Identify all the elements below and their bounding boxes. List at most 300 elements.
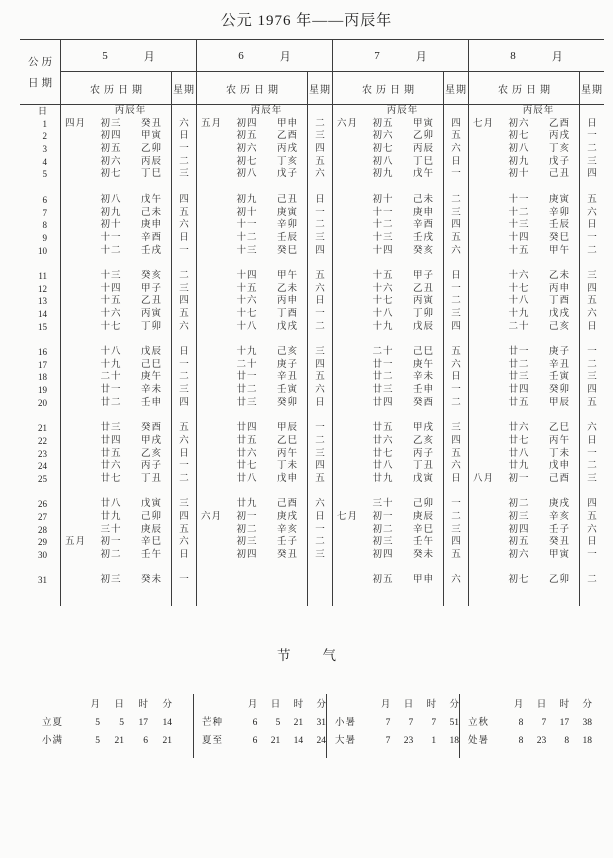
ganzhi-cell: 壬辰	[548, 220, 570, 231]
weekday-cell	[307, 105, 332, 118]
lunar-day-cell: 十四	[372, 245, 394, 256]
lunar-day-cell: 廿一	[236, 372, 258, 383]
lunar-month-label	[332, 219, 362, 232]
lunar-month-label	[332, 460, 362, 473]
weekday-cell: 五	[579, 397, 604, 410]
jieqi-value: 23	[403, 736, 414, 747]
lunar-day-cell: 初一	[100, 537, 122, 548]
jieqi-value: 18	[582, 736, 592, 747]
gap-cell	[498, 486, 540, 499]
lunar-month-label	[332, 346, 362, 359]
gregorian-day: 13	[38, 296, 47, 307]
ganzhi-cell: 戊子	[548, 156, 570, 167]
ganzhi-cell: 戊戌	[276, 321, 298, 332]
ganzhi-cell: 壬申	[412, 385, 434, 396]
ganzhi-cell: 乙卯	[548, 575, 570, 586]
jieqi-col-header: 分	[316, 700, 326, 711]
ganzhi-cell: 丙午	[548, 435, 570, 446]
ganzhi-cell: 辛酉	[412, 220, 434, 231]
ganzhi-cell: 癸未	[140, 575, 162, 586]
ganzhi-cell: 辛亥	[276, 524, 298, 535]
ganzhi-cell: 壬子	[276, 537, 298, 548]
lunar-month-label	[196, 105, 226, 118]
lunar-day-cell: 十二	[372, 220, 394, 231]
jieqi-term-row	[335, 714, 459, 732]
lunar-month-label	[60, 435, 90, 448]
gap-cell	[579, 410, 604, 423]
weekday-cell: 二	[579, 574, 604, 587]
weekday-cell: 三	[171, 168, 196, 181]
lunar-day-cell: 初五	[372, 118, 394, 129]
weekday-cell: 二	[307, 219, 332, 232]
lunar-month-label	[60, 283, 90, 296]
lunar-day-cell: 初三	[372, 537, 394, 548]
lunar-day-cell: 初三	[100, 118, 122, 129]
lunar-month-label	[332, 321, 362, 334]
ganzhi-cell: 戊申	[276, 473, 298, 484]
lunar-day-cell: 十五	[100, 296, 122, 307]
ganzhi-cell: 辛卯	[548, 207, 570, 218]
lunar-month-label	[332, 156, 362, 169]
ganzhi-cell: 壬寅	[276, 385, 298, 396]
ganzhi-cell: 甲子	[140, 283, 162, 294]
jieqi-term-row	[468, 732, 592, 750]
gap-cell	[362, 562, 404, 575]
jieqi-value: 7	[431, 718, 437, 729]
ganzhi-cell: 戊申	[548, 461, 570, 472]
ganzhi-cell: 乙未	[548, 270, 570, 281]
lunar-day-cell: 初八	[372, 156, 394, 167]
gap-cell	[20, 333, 60, 346]
lunar-day-cell: 廿一	[508, 347, 530, 358]
lunar-month-label	[468, 498, 498, 511]
ganzhi-cell: 乙酉	[548, 118, 570, 129]
ganzhi-cell: 戊戌	[548, 309, 570, 319]
weekday-cell: 三	[579, 473, 604, 486]
ganzhi-cell: 丙寅	[140, 309, 162, 319]
weekday-cell: 二	[307, 321, 332, 334]
jieqi-col-header: 时	[293, 700, 304, 711]
lunar-day-cell: 廿三	[100, 423, 122, 434]
gap-cell	[332, 257, 362, 270]
lunar-day-cell: 初六	[372, 131, 394, 142]
ganzhi-cell: 甲申	[276, 118, 298, 129]
gap-cell	[404, 562, 443, 575]
gap-cell	[498, 333, 540, 346]
gregorian-day: 12	[38, 283, 47, 294]
lunar-day-cell: 廿四	[372, 397, 394, 408]
lunar-day-cell: 廿二	[372, 372, 394, 383]
lunar-month-label	[332, 359, 362, 372]
lunar-month-label	[468, 308, 498, 321]
gap-cell	[498, 410, 540, 423]
weekday-cell: 六	[443, 245, 468, 258]
jieqi-col-header: 月	[90, 700, 100, 711]
lunar-day-cell: 初五	[236, 131, 258, 142]
lunar-month-label	[60, 524, 90, 537]
ganzhi-cell: 己卯	[140, 512, 162, 522]
lunar-day-cell: 十六	[100, 309, 122, 319]
weekday-cell: 五	[443, 448, 468, 461]
lunar-day-cell: 十八	[508, 296, 530, 307]
gap-cell	[20, 181, 60, 194]
lunar-month-label	[196, 156, 226, 169]
gap-cell	[362, 486, 404, 499]
weekday-cell: 日	[171, 130, 196, 143]
lunar-day-cell: 初六	[508, 550, 530, 561]
lunar-month-label	[196, 194, 226, 207]
ganzhi-cell: 丙戌	[548, 131, 570, 142]
lunar-day-cell: 初三	[100, 575, 122, 586]
lunar-month-label	[468, 156, 498, 169]
lunar-month-label	[196, 574, 226, 587]
gregorian-day: 31	[38, 575, 47, 586]
jieqi-col-header: 分	[449, 700, 459, 711]
lunar-month-label	[196, 359, 226, 372]
ganzhi-cell: 癸未	[412, 550, 434, 561]
jieqi-value: 5	[119, 718, 124, 729]
jieqi-value: 24	[316, 736, 326, 747]
ganzhi-cell: 辛酉	[140, 232, 162, 243]
gap-cell	[404, 333, 443, 346]
weekday-cell: 日	[443, 156, 468, 169]
jieqi-header-row	[335, 696, 459, 714]
gap-cell	[443, 257, 468, 270]
lunar-day-cell: 廿五	[508, 397, 530, 408]
lunar-month-label	[196, 308, 226, 321]
lunar-month-label	[468, 232, 498, 245]
ganzhi-cell: 壬辰	[276, 232, 298, 243]
lunar-day-cell: 廿九	[372, 473, 394, 484]
lunar-day-cell: 廿二	[100, 397, 122, 408]
lunar-day-cell: 初十	[508, 169, 530, 180]
lunar-day-cell: 十六	[236, 296, 258, 307]
lunar-month-label	[60, 308, 90, 321]
weekday-cell: 日	[579, 321, 604, 334]
gap-cell	[307, 410, 332, 423]
lunar-month-label	[332, 397, 362, 410]
lunar-month-label	[196, 346, 226, 359]
gap-cell	[307, 333, 332, 346]
lunar-day-cell: 初九	[508, 156, 530, 167]
weekday-cell: 六	[171, 435, 196, 448]
ganzhi-cell: 丁丑	[412, 461, 434, 472]
lunar-day-cell: 十一	[372, 207, 394, 218]
ganzhi-cell: 庚子	[548, 347, 570, 358]
lunar-month-label	[468, 359, 498, 372]
gap-cell	[307, 257, 332, 270]
lunar-day-cell: 二十	[508, 321, 530, 332]
gap-cell	[90, 562, 132, 575]
lunar-month-label	[468, 384, 498, 397]
weekday-cell: 三	[171, 498, 196, 511]
weekday-cell: 三	[579, 156, 604, 169]
lunar-day-cell: 廿八	[100, 499, 122, 510]
weekday-cell: 四	[307, 359, 332, 372]
gap-cell	[90, 486, 132, 499]
ganzhi-cell: 丙寅	[412, 296, 434, 307]
lunar-day-cell: 廿九	[236, 499, 258, 510]
weekday-cell: 一	[443, 283, 468, 296]
ganzhi-cell: 己未	[412, 194, 434, 205]
lunar-month-label	[60, 168, 90, 181]
weekday-cell: 六	[307, 283, 332, 296]
lunar-month-label	[332, 524, 362, 537]
weekday-cell: 一	[443, 168, 468, 181]
ganzhi-cell	[268, 574, 307, 587]
weekday-cell: 四	[579, 283, 604, 296]
weekday-cell: 二	[307, 118, 332, 131]
jieqi-value: 21	[293, 718, 304, 729]
lunar-month-label	[60, 194, 90, 207]
weekday-cell: 三	[307, 130, 332, 143]
weekday-cell: 日	[171, 232, 196, 245]
weekday-cell: 五	[307, 473, 332, 486]
jieqi-value: 7	[541, 718, 547, 729]
lunar-day-cell: 十二	[236, 232, 258, 243]
lunar-day-cell: 初五	[372, 575, 394, 586]
lunar-day-cell: 廿三	[372, 385, 394, 396]
ganzhi-cell: 庚申	[412, 207, 434, 218]
weekday-cell: 日	[443, 270, 468, 283]
ganzhi-cell: 戊寅	[412, 473, 434, 484]
weekday-cell: 六	[443, 143, 468, 156]
lunar-month-label	[332, 422, 362, 435]
weekday-cell: 六	[443, 460, 468, 473]
lunar-month-label	[60, 270, 90, 283]
lunar-day-cell: 初九	[100, 207, 122, 218]
ganzhi-cell: 壬午	[412, 537, 434, 548]
gap-cell	[90, 587, 132, 606]
lunar-day-cell: 初七	[508, 131, 530, 142]
month-suffix: 月	[143, 50, 155, 63]
jieqi-header-spacer	[335, 696, 367, 714]
lunar-month-label	[468, 130, 498, 143]
ganzhi-cell: 己卯	[412, 499, 434, 510]
lunar-day-cell: 初五	[100, 144, 122, 155]
ganzhi-cell: 庚辰	[140, 524, 162, 535]
gregorian-date-corner-header	[20, 40, 60, 105]
gap-cell	[60, 562, 90, 575]
lunar-month-label	[60, 422, 90, 435]
weekday-cell: 六	[579, 524, 604, 537]
weekday-cell: 日	[307, 397, 332, 410]
gap-cell	[171, 257, 196, 270]
corner-header-line2: 日期	[28, 78, 55, 89]
gap-cell	[362, 257, 404, 270]
lunar-month-label	[60, 460, 90, 473]
weekday-cell: 五	[171, 524, 196, 537]
lunar-month-label	[60, 346, 90, 359]
lunar-day-cell: 初六	[236, 144, 258, 155]
ganzhi-cell: 戊午	[140, 194, 162, 205]
weekday-cell: 四	[171, 194, 196, 207]
weekday-cell: 五	[579, 511, 604, 524]
lunar-month-label	[468, 524, 498, 537]
weekday-cell: 三	[171, 384, 196, 397]
jieqi-value: 17	[138, 718, 148, 729]
weekday-cell: 日	[579, 536, 604, 549]
lunar-month-label	[332, 536, 362, 549]
day-col-header: 日	[37, 106, 47, 116]
ganzhi-cell: 乙亥	[412, 435, 434, 446]
gap-cell	[196, 562, 226, 575]
gap-cell	[268, 486, 307, 499]
lunar-month-label	[196, 524, 226, 537]
gap-cell	[226, 486, 268, 499]
lunar-month-label	[196, 219, 226, 232]
jieqi-value: 38	[582, 718, 592, 729]
jieqi-col-header: 日	[114, 700, 124, 711]
weekday-cell: 一	[579, 232, 604, 245]
ganzhi-cell: 丁酉	[276, 309, 298, 319]
weekday-cell: 日	[579, 118, 604, 131]
ganzhi-cell: 丁酉	[548, 296, 570, 307]
weekday-cell: 一	[171, 460, 196, 473]
jieqi-term-row	[202, 732, 326, 750]
lunar-month-label	[332, 308, 362, 321]
lunar-day-cell: 初八	[236, 169, 258, 180]
lunar-month-label	[196, 422, 226, 435]
weekday-cell: 四	[579, 168, 604, 181]
weekday-cell: 一	[443, 498, 468, 511]
gap-cell	[443, 410, 468, 423]
gap-cell	[468, 587, 498, 606]
gap-cell	[498, 587, 540, 606]
calendar-header	[20, 39, 604, 105]
ganzhi-cell: 丙辰	[140, 156, 162, 167]
lunar-day-cell: 初九	[236, 194, 258, 205]
lunar-month-label	[60, 384, 90, 397]
lunar-month-label	[60, 549, 90, 562]
lunar-month-label	[60, 359, 90, 372]
lunar-day-cell: 初一	[372, 512, 394, 522]
gap-cell	[20, 587, 60, 606]
lunar-month-label	[332, 283, 362, 296]
gregorian-day: 2	[42, 131, 47, 142]
weekday-cell: 一	[307, 308, 332, 321]
lunar-month-label	[60, 511, 90, 524]
lunar-day-cell: 初九	[372, 169, 394, 180]
weekday-cell: 六	[171, 118, 196, 131]
jieqi-value: 18	[449, 736, 459, 747]
jieqi-value: 5	[95, 718, 100, 729]
lunar-month-label	[332, 270, 362, 283]
jieqi-group	[459, 694, 592, 758]
weekday-cell: 六	[171, 219, 196, 232]
lunar-month-label	[196, 473, 226, 486]
lunar-month-label	[196, 460, 226, 473]
gregorian-day: 10	[38, 245, 47, 256]
weekday-cell: 一	[443, 384, 468, 397]
gregorian-day: 15	[38, 321, 47, 332]
weekday-cell: 一	[307, 524, 332, 537]
ganzhi-cell: 丁巳	[140, 169, 162, 180]
lunar-month-label	[468, 536, 498, 549]
lunar-month-label	[332, 232, 362, 245]
ganzhi-cell: 辛巳	[412, 524, 434, 535]
gap-cell	[579, 486, 604, 499]
ganzhi-cell: 甲寅	[548, 550, 570, 561]
gap-cell	[307, 587, 332, 606]
weekday-cell	[171, 105, 196, 118]
ganzhi-cell: 甲寅	[412, 118, 434, 129]
weekday-cell: 一	[171, 143, 196, 156]
month-suffix: 月	[551, 50, 563, 63]
lunar-month-label	[60, 448, 90, 461]
lunar-day-cell: 十九	[100, 359, 122, 370]
weekday-cell: 六	[171, 536, 196, 549]
ganzhi-cell: 癸亥	[140, 270, 162, 281]
lunar-day-cell: 初七	[372, 144, 394, 155]
ganzhi-cell: 甲子	[412, 270, 434, 281]
gap-cell	[498, 562, 540, 575]
lunar-month-label	[196, 245, 226, 258]
jieqi-value: 21	[270, 736, 281, 747]
month-number: 7	[374, 49, 380, 62]
jieqi-value: 6	[252, 736, 258, 747]
ganzhi-cell: 乙巳	[276, 435, 298, 446]
ganzhi-cell: 己巳	[412, 347, 434, 358]
ganzhi-cell: 壬子	[548, 524, 570, 535]
jieqi-header-spacer	[202, 696, 234, 714]
lunar-day-cell: 十五	[372, 270, 394, 281]
jieqi-term-name: 小暑	[335, 718, 357, 729]
gap-cell	[579, 587, 604, 606]
lunar-month-label	[196, 168, 226, 181]
solar-terms-table	[35, 694, 613, 758]
weekday-col-header: 星期	[443, 72, 468, 105]
lunar-month-label	[332, 130, 362, 143]
lunar-day-cell: 初八	[100, 194, 122, 205]
ganzhi-cell: 庚戌	[548, 499, 570, 510]
lunar-day-cell: 十一	[100, 232, 122, 243]
ganzhi-cell: 壬戌	[140, 245, 162, 256]
weekday-cell: 日	[171, 346, 196, 359]
lunar-month-label: 七月	[332, 511, 362, 524]
ganzhi-cell: 辛未	[412, 372, 434, 383]
lunar-month-label	[196, 270, 226, 283]
weekday-col-header: 星期	[579, 72, 604, 105]
lunar-month-label	[60, 574, 90, 587]
ganzhi-cell: 丁丑	[140, 473, 162, 484]
jieqi-group	[193, 694, 326, 758]
gap-cell	[20, 410, 60, 423]
gap-cell	[332, 562, 362, 575]
lunar-month-label	[468, 574, 498, 587]
lunar-day-cell: 初三	[236, 537, 258, 548]
gregorian-day: 30	[38, 550, 47, 561]
ganzhi-cell: 辛巳	[140, 537, 162, 548]
lunar-day-cell: 初二	[372, 524, 394, 535]
gap-cell	[404, 410, 443, 423]
ganzhi-cell: 壬寅	[548, 372, 570, 383]
lunar-day-cell: 初六	[508, 118, 530, 129]
lunar-day-cell: 十五	[236, 283, 258, 294]
lunar-month-label	[332, 574, 362, 587]
ganzhi-cell: 庚寅	[548, 194, 570, 205]
gap-cell	[268, 562, 307, 575]
jieqi-value: 7	[385, 736, 391, 747]
lunar-day-cell: 初三	[508, 512, 530, 522]
gregorian-day: 26	[38, 499, 47, 510]
jieqi-value: 7	[385, 718, 391, 729]
ganzhi-cell: 甲寅	[140, 131, 162, 142]
weekday-cell: 六	[307, 168, 332, 181]
lunar-day-cell: 初一	[508, 473, 530, 484]
gap-cell	[132, 181, 171, 194]
jieqi-term-name: 处暑	[468, 736, 490, 747]
